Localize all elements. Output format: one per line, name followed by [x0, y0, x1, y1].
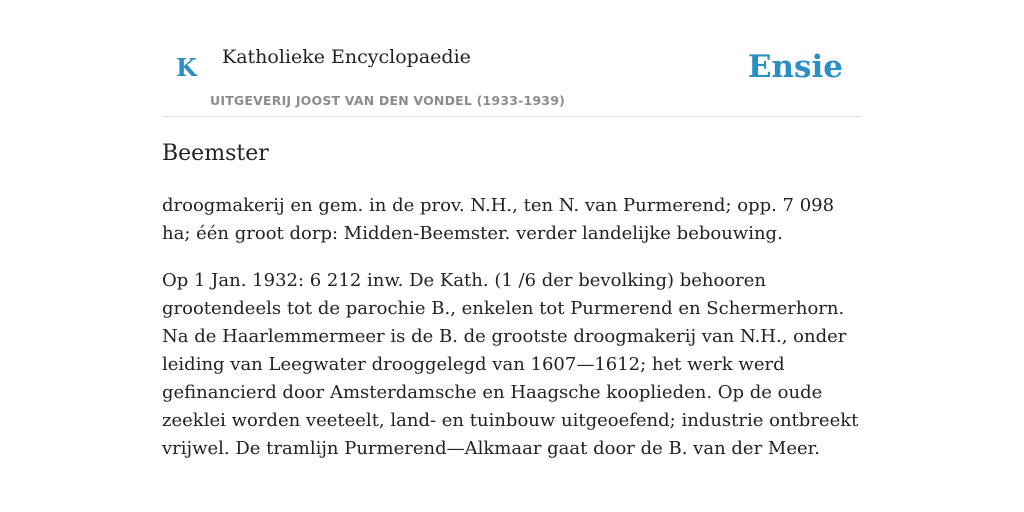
entry-title: Beemster — [162, 141, 269, 166]
entry-body — [162, 192, 862, 482]
encyclopedia-title[interactable]: Katholieke Encyclopaedie — [222, 46, 471, 68]
entry-paragraph: droogmakerij en gem. in de prov. N.H., ten N. van Purmerend; opp. 7 098 ha; één groot dorp: Midden-Beemster. verder landelijke bebouwing. — [162, 195, 835, 244]
publisher-subtitle: UITGEVERIJ JOOST VAN DEN VONDEL (1933-1939) — [210, 93, 566, 108]
entry-paragraph: Op 1 Jan. 1932: 6 212 inw. De Kath. (1 /6 der bevolking) behooren grootendeels tot de parochie B., enkelen tot Purmerend en Schermerhorn. Na de Haarlemmermeer is de B. de grootste droogmakerij van N.H., onder leiding van Leegwater drooggelegd van 1607—1612; het werk werd gefinancierd door Amsterdamsche en Haagsche kooplieden. Op de oude zeeklei worden veeteelt, land- en tuinbouw uitgeoefend; industrie ontbreekt vrijwel. De tramlijn Purmerend—Alkmaar gaat door de B. van der Meer. — [162, 270, 859, 459]
ensie-brand-logo[interactable]: Ensie — [747, 49, 843, 85]
encyclopedia-logo-icon[interactable]: K — [176, 53, 197, 82]
site-header — [162, 0, 862, 117]
